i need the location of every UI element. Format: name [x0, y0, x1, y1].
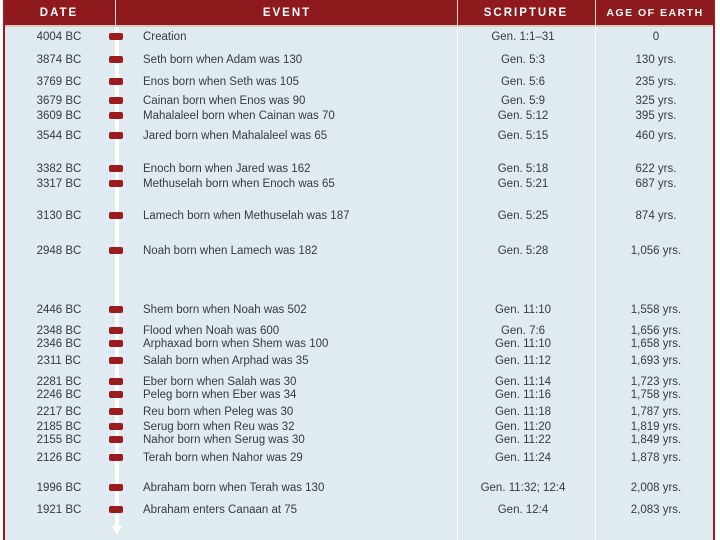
- date-cell: 3769 BC: [36, 76, 82, 88]
- chronology-table: [3, 0, 715, 540]
- timeline-marker: [109, 132, 123, 139]
- scripture-cell: Gen. 11:18: [494, 406, 552, 418]
- event-cell: Flood when Noah was 600: [143, 325, 280, 337]
- scripture-cell: Gen. 5:15: [497, 130, 549, 142]
- table-row: [5, 177, 713, 191]
- date-cell: 2246 BC: [36, 389, 82, 401]
- date-cell: 1996 BC: [36, 482, 82, 494]
- table-row: [5, 433, 713, 447]
- date-cell: 2155 BC: [36, 434, 82, 446]
- age-cell: 1,723 yrs.: [630, 376, 682, 388]
- table-row: [5, 388, 713, 402]
- age-cell: 1,878 yrs.: [630, 452, 682, 464]
- table-row: [5, 354, 713, 368]
- timeline-marker: [109, 357, 123, 364]
- header-date: DATE: [39, 6, 79, 19]
- table-row: [5, 209, 713, 223]
- header-divider: [457, 0, 458, 25]
- age-cell: 1,849 yrs.: [630, 434, 682, 446]
- age-cell: 874 yrs.: [635, 210, 677, 222]
- event-cell: Nahor born when Serug was 30: [143, 434, 305, 446]
- scripture-cell: Gen. 11:10: [494, 338, 552, 350]
- event-cell: Arphaxad born when Shem was 100: [143, 338, 329, 350]
- event-cell: Noah born when Lamech was 182: [143, 245, 318, 257]
- timeline-marker: [109, 112, 123, 119]
- age-cell: 1,787 yrs.: [630, 406, 682, 418]
- timeline-marker: [109, 391, 123, 398]
- age-cell: 1,758 yrs.: [630, 389, 682, 401]
- date-cell: 1921 BC: [36, 504, 82, 516]
- scripture-cell: Gen. 11:16: [494, 389, 552, 401]
- scripture-cell: Gen. 5:18: [497, 163, 549, 175]
- timeline-marker: [109, 97, 123, 104]
- scripture-cell: Gen. 5:3: [500, 54, 546, 66]
- age-cell: 460 yrs.: [635, 130, 677, 142]
- age-cell: 2,008 yrs.: [630, 482, 682, 494]
- event-cell: Creation: [143, 31, 187, 43]
- age-cell: 235 yrs.: [635, 76, 677, 88]
- table-row: [5, 405, 713, 419]
- age-cell: 2,083 yrs.: [630, 504, 682, 516]
- table-row: [5, 109, 713, 123]
- table-row: [5, 75, 713, 89]
- header-divider: [115, 0, 116, 25]
- date-cell: 2446 BC: [36, 304, 82, 316]
- timeline-marker: [109, 378, 123, 385]
- event-cell: Salah born when Arphad was 35: [143, 355, 309, 367]
- date-cell: 3382 BC: [36, 163, 82, 175]
- scripture-cell: Gen. 7:6: [500, 325, 546, 337]
- event-cell: Enoch born when Jared was 162: [143, 163, 311, 175]
- date-cell: 3317 BC: [36, 178, 82, 190]
- timeline-marker: [109, 454, 123, 461]
- age-cell: 395 yrs.: [635, 110, 677, 122]
- scripture-cell: Gen. 11:10: [494, 304, 552, 316]
- table-row: [5, 420, 713, 434]
- table-row: [5, 451, 713, 465]
- age-cell: 130 yrs.: [635, 54, 677, 66]
- table-row: [5, 30, 713, 44]
- scripture-cell: Gen. 5:12: [497, 110, 549, 122]
- scripture-cell: Gen. 5:25: [497, 210, 549, 222]
- table-row: [5, 129, 713, 143]
- header-event: EVENT: [262, 6, 312, 19]
- age-cell: 1,693 yrs.: [630, 355, 682, 367]
- scripture-cell: Gen. 12:4: [497, 504, 549, 516]
- timeline-marker: [109, 56, 123, 63]
- scripture-cell: Gen. 5:6: [500, 76, 546, 88]
- date-cell: 3130 BC: [36, 210, 82, 222]
- age-cell: 622 yrs.: [635, 163, 677, 175]
- table-row: [5, 53, 713, 67]
- event-cell: Shem born when Noah was 502: [143, 304, 307, 316]
- event-cell: Methuselah born when Enoch was 65: [143, 178, 335, 190]
- event-cell: Eber born when Salah was 30: [143, 376, 297, 388]
- timeline-marker: [109, 165, 123, 172]
- date-cell: 3544 BC: [36, 130, 82, 142]
- age-cell: 1,658 yrs.: [630, 338, 682, 350]
- age-cell: 0: [652, 31, 660, 43]
- date-cell: 2281 BC: [36, 376, 82, 388]
- event-cell: Lamech born when Methuselah was 187: [143, 210, 350, 222]
- timeline-marker: [109, 484, 123, 491]
- date-cell: 2948 BC: [36, 245, 82, 257]
- scripture-cell: Gen. 11:20: [494, 421, 552, 433]
- table-row: [5, 481, 713, 495]
- scripture-cell: Gen. 11:22: [494, 434, 552, 446]
- event-cell: Jared born when Mahalaleel was 65: [143, 130, 328, 142]
- date-cell: 3874 BC: [36, 54, 82, 66]
- timeline-marker: [109, 212, 123, 219]
- table-row: [5, 303, 713, 317]
- scripture-cell: Gen. 11:12: [494, 355, 552, 367]
- age-cell: 1,656 yrs.: [630, 325, 682, 337]
- table-row: [5, 94, 713, 108]
- table-row: [5, 244, 713, 258]
- timeline-marker: [109, 327, 123, 334]
- timeline-arrow-icon: [112, 526, 122, 535]
- scripture-cell: Gen. 5:21: [497, 178, 549, 190]
- header-scripture: SCRIPTURE: [483, 6, 569, 19]
- table-row: [5, 375, 713, 389]
- age-cell: 325 yrs.: [635, 95, 677, 107]
- timeline-marker: [109, 340, 123, 347]
- event-cell: Mahalaleel born when Cainan was 70: [143, 110, 335, 122]
- event-cell: Serug born when Reu was 32: [143, 421, 295, 433]
- header-age-of-earth: AGE OF EARTH: [606, 7, 704, 19]
- date-cell: 4004 BC: [36, 31, 82, 43]
- scripture-cell: Gen. 11:32; 12:4: [480, 482, 566, 494]
- table-row: [5, 324, 713, 338]
- timeline-marker: [109, 33, 123, 40]
- event-cell: Peleg born when Eber was 34: [143, 389, 297, 401]
- timeline-marker: [109, 423, 123, 430]
- timeline-marker: [109, 247, 123, 254]
- date-cell: 2311 BC: [37, 355, 81, 367]
- scripture-cell: Gen. 1:1–31: [491, 31, 555, 43]
- event-cell: Abraham born when Terah was 130: [143, 482, 325, 494]
- date-cell: 3679 BC: [36, 95, 82, 107]
- scripture-cell: Gen. 5:28: [497, 245, 549, 257]
- table-row: [5, 162, 713, 176]
- event-cell: Abraham enters Canaan at 75: [143, 504, 298, 516]
- timeline-marker: [109, 180, 123, 187]
- scripture-cell: Gen. 5:9: [500, 95, 546, 107]
- age-cell: 1,819 yrs.: [630, 421, 682, 433]
- date-cell: 2185 BC: [36, 421, 82, 433]
- scripture-cell: Gen. 11:24: [494, 452, 552, 464]
- event-cell: Enos born when Seth was 105: [143, 76, 299, 88]
- timeline-marker: [109, 408, 123, 415]
- event-cell: Reu born when Peleg was 30: [143, 406, 294, 418]
- age-cell: 687 yrs.: [635, 178, 677, 190]
- table-row: [5, 503, 713, 517]
- date-cell: 2217 BC: [36, 406, 82, 418]
- event-cell: Cainan born when Enos was 90: [143, 95, 306, 107]
- date-cell: 2348 BC: [36, 325, 82, 337]
- timeline-marker: [109, 506, 123, 513]
- timeline-marker: [109, 78, 123, 85]
- table-row: [5, 337, 713, 351]
- age-cell: 1,558 yrs.: [630, 304, 682, 316]
- event-cell: Seth born when Adam was 130: [143, 54, 303, 66]
- header-divider: [595, 0, 596, 25]
- date-cell: 2126 BC: [36, 452, 82, 464]
- age-cell: 1,056 yrs.: [630, 245, 682, 257]
- event-cell: Terah born when Nahor was 29: [143, 452, 303, 464]
- date-cell: 2346 BC: [36, 338, 82, 350]
- timeline-marker: [109, 306, 123, 313]
- timeline-marker: [109, 436, 123, 443]
- date-cell: 3609 BC: [36, 110, 82, 122]
- scripture-cell: Gen. 11:14: [494, 376, 552, 388]
- table-header: [5, 0, 713, 27]
